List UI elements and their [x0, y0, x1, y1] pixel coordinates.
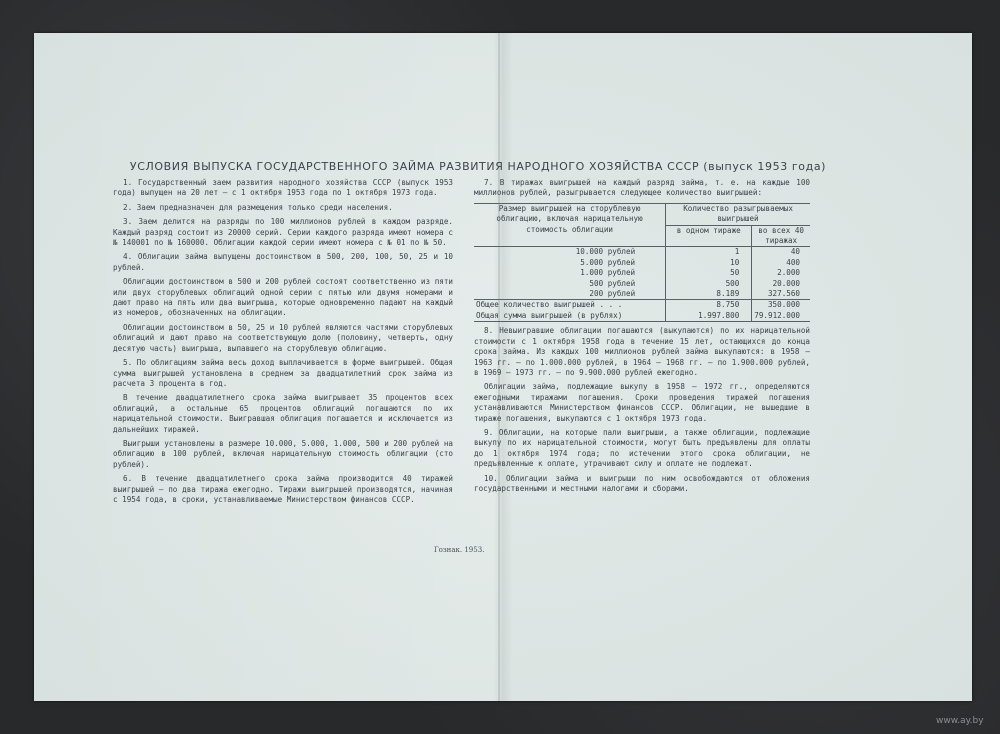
clause-4: 4. Облигации займа выпущены достоинством в 500, 200, 100, 50, 25 и 10 рублей. — [113, 252, 453, 272]
clause-4-paragraph-2: Облигации достоинством в 500 и 200 рублей состоят соответственно из пяти или двух сторублевых облигаций одной серии с пятью или двумя номерами и дают право на пять или два выигрыша, которые одновременно падают на каждый из номеров, обозначенных на облигации. — [113, 277, 453, 318]
right-column — [474, 178, 810, 498]
header-amount: Размер выигрышей на сторублевую облигацию, включая нарицательную стоимость облигации — [474, 203, 666, 247]
watermark: www.ay.by — [936, 716, 984, 726]
row-one: 1 — [666, 247, 752, 258]
document-title: УСЛОВИЯ ВЫПУСКА ГОСУДАРСТВЕННОГО ЗАЙМА РАЗВИТИЯ НАРОДНОГО ХОЗЯЙСТВА СССР (выпуск 1953 года) — [129, 160, 827, 173]
row-all: 40 — [790, 247, 800, 257]
winnings-table — [474, 203, 810, 322]
total-count-label: Общее количество выигрышей . . . — [474, 300, 666, 311]
row-all: 400 — [786, 257, 800, 267]
clause-3: 3. Заем делится на разряды по 100 миллионов рублей в каждом разряде. Каждый разряд состоит из 20000 серий. Серии каждого разряда имеют номера с № 140001 по № 160000. Облигации каждой серии имеют номера с № 01 по № 50. — [113, 217, 453, 248]
total-sum-row — [474, 311, 810, 322]
clause-8: 8. Невыигравшие облигации погашаются (выкупаются) по их нарицательной стоимости с 1 октября 1958 года в течение 15 лет, остающихся до конца срока займа. Из каждых 100 миллионов рублей займа выкупаются: в 1958 — 1963 гг. — по 1.000.000 рублей, в 1964 — 1968 гг. — по 1.900.000 рублей, в 1969 — 1973 гг. — по 9.900.000 рублей ежегодно. — [474, 326, 810, 377]
table-row — [474, 289, 810, 300]
clause-5: 5. По облигациям займа весь доход выплачивается в форме выигрышей. Общая сумма выигрышей установлена в среднем за двадцатилетний срок займа из расчета 3 процента в год. — [113, 358, 453, 388]
printer-mark: Гознак. 1953. — [434, 546, 485, 554]
row-amount: 500 рублей — [474, 279, 666, 289]
left-column — [113, 178, 453, 509]
header-count-group: Количество разыгрываемых выигрышей — [666, 203, 810, 225]
row-one: 10 — [666, 258, 752, 268]
row-amount: 1.000 рублей — [474, 268, 666, 278]
row-all: 327.560 — [767, 289, 800, 299]
row-amount: 200 рублей — [474, 289, 666, 300]
row-one: 50 — [666, 268, 752, 278]
clause-9: 9. Облигации, на которые пали выигрыши, а также облигации, подлежащие выкупу по их нарицательной стоимости, могут быть предъявлены для оплаты до 1 октября 1974 года; по истечении этого срока облигации, не предъявленные к оплате, утрачивают силу и оплате не подлежат. — [474, 427, 810, 469]
total-sum-label: Общая сумма выигрышей (в рублях) — [474, 311, 666, 322]
clause-6: 6. В течение двадцатилетнего срока займа производится 40 тиражей выигрышей — по два тиража ежегодно. Тиражи выигрышей производятся, начиная с 1954 года, в сроки, устанавливаемые Министерством финансов СССР. — [113, 474, 453, 504]
table-header-row — [474, 203, 810, 225]
total-count-all: 350.000 — [752, 300, 810, 311]
table-row — [474, 279, 810, 289]
header-all-draws: во всех 40 тиражах — [752, 225, 810, 247]
clause-8-paragraph-2: Облигации займа, подлежащие выкупу в 1958 — 1972 гг., определяются ежегодными тиражами погашения. Сроки проведения тиражей погашения устанавливаются Министерством финансов СССР. Облигации, не вышедшие в тираже погашения, выкупаются с 1 октября 1973 года. — [474, 382, 810, 423]
table-row — [474, 247, 810, 258]
clause-5-paragraph-2: В течение двадцатилетнего срока займа выигрывает 35 процентов всех облигаций, а остальные 65 процентов облигаций погашаются по их нарицательной стоимости. Выигравшая облигация погашается и исключается из дальнейших тиражей. — [113, 393, 453, 434]
total-sum-one: 1.997.800 — [666, 311, 752, 322]
clause-5-paragraph-3: Выигрыши установлены в размере 10.000, 5.000, 1.000, 500 и 200 рублей на облигацию в 100 рублей, включая нарицательную стоимость облигации (сто рублей). — [113, 438, 453, 469]
clause-10: 10. Облигации займа и выигрыши по ним освобождаются от обложения государственными и местными налогами и сборами. — [474, 473, 810, 493]
table-row — [474, 258, 810, 268]
header-one-draw: в одном тираже — [666, 225, 752, 247]
clause-1: 1. Государственный заем развития народного хозяйства СССР (выпуск 1953 года) выпущен на 20 лет — с 1 октября 1953 года по 1 октября 1973 года. — [113, 178, 453, 198]
row-all: 20.000 — [772, 278, 800, 288]
row-all: 2.000 — [777, 268, 800, 278]
table-row — [474, 268, 810, 278]
clause-4-paragraph-3: Облигации достоинством в 50, 25 и 10 рублей являются частями сторублевых облигаций и дают право на соответствующую долю (половину, четверть, одну десятую часть) выигрыша, выпавшего на сторублевую облигацию. — [113, 322, 453, 353]
row-one: 500 — [666, 279, 752, 289]
row-one: 8.189 — [666, 289, 752, 300]
total-count-row — [474, 300, 810, 311]
total-sum-all: 79.912.000 — [752, 311, 810, 322]
row-amount: 5.000 рублей — [474, 258, 666, 268]
total-count-one: 8.750 — [666, 300, 752, 311]
row-amount: 10.000 рублей — [474, 247, 666, 258]
clause-7: 7. В тиражах выигрышей на каждый разряд займа, т. е. на каждые 100 миллионов рублей, разыгрывается следующее количество выигрышей: — [474, 178, 810, 198]
clause-2: 2. Заем предназначен для размещения только среди населения. — [123, 202, 393, 212]
